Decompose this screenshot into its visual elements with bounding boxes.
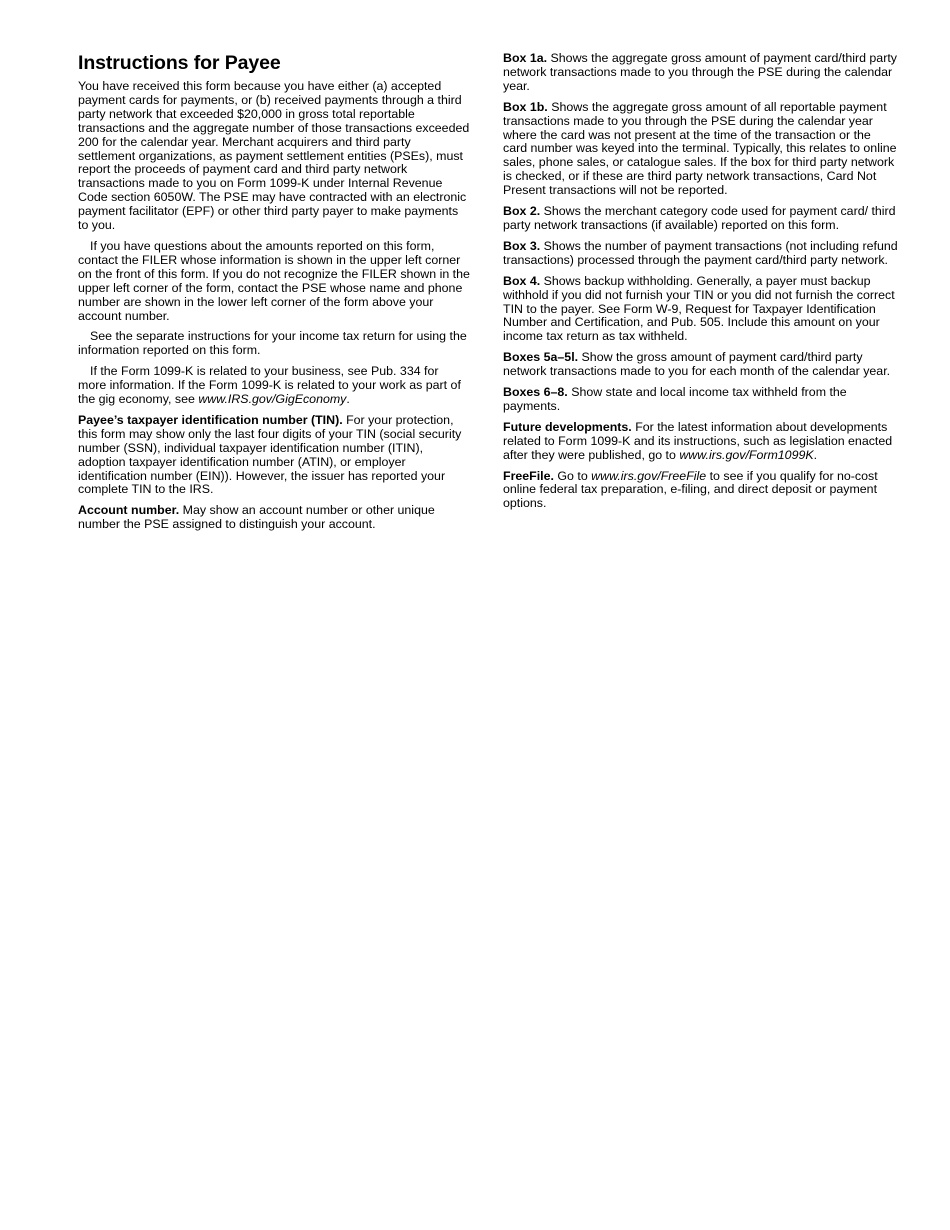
boxes-6-8-heading: Boxes 6–8. xyxy=(503,385,568,400)
tin-heading: Payee’s taxpayer identification number (TIN). xyxy=(78,412,343,427)
form-1099k-link[interactable]: www.irs.gov/Form1099K xyxy=(679,447,814,462)
separate-instructions-text: See the separate instructions for your income tax return for using the information reported on this form. xyxy=(78,329,467,358)
boxes-6-8-text: Show state and local income tax withheld from the payments. xyxy=(503,385,847,413)
box-1b-paragraph xyxy=(503,101,898,198)
box-1b-heading: Box 1b. xyxy=(503,99,548,114)
box-3-heading: Box 3. xyxy=(503,238,541,253)
box-3-paragraph xyxy=(503,240,898,268)
boxes-5-heading: Boxes 5a–5l. xyxy=(503,350,579,365)
intro-text: You have received this form because you have either (a) accepted payment cards for payments, or (b) received payments through a third party network that exceeded $20,000 in gross total reportable transactions and the aggregate number of those transactions exceeded 200 for the calendar year. Merchant acquirers and third party settlement organizations, as payment settlement entities (PSEs), must report the proceeds of payment card and third party network transactions made to you on Form 1099-K under Internal Revenue Code section 6050W. The PSE may have contracted with an electronic payment facilitator (EPF) or other third party payer to make payments to you. xyxy=(78,79,470,233)
boxes-5-text: Show the gross amount of payment card/third party network transactions made to you for each month of the calendar year. xyxy=(503,350,891,379)
gig-economy-text: If the Form 1099-K is related to your business, see Pub. 334 for more information. If the Form 1099-K is related to your work as part of the gig economy, see xyxy=(78,364,461,407)
freefile-pre-text: Go to xyxy=(553,468,592,483)
box-2-heading: Box 2. xyxy=(503,204,541,219)
page-title: Instructions for Payee xyxy=(78,52,281,74)
freefile-link[interactable]: www.irs.gov/FreeFile xyxy=(591,468,707,483)
questions-text: If you have questions about the amounts reported on this form, contact the FILER whose information is shown in the upper left corner on the front of this form. If you do not recognize the FILER shown in the upper left corner of the form, contact the PSE whose name and phone number are shown in the lower left corner of the form above your account number. xyxy=(78,238,470,323)
boxes-5-paragraph xyxy=(503,351,898,379)
box-3-text: Shows the number of payment transactions (not including refund transactions) processed through the payment card/third party network. xyxy=(503,238,898,267)
box-1a-heading: Box 1a. xyxy=(503,51,548,65)
box-1a-text: Shows the aggregate gross amount of payment card/third party network transactions made to you through the PSE during the calendar year. xyxy=(503,51,897,93)
future-developments-period: . xyxy=(813,447,818,462)
box-4-heading: Box 4. xyxy=(503,273,541,288)
freefile-heading: FreeFile. xyxy=(503,468,554,483)
left-column xyxy=(78,52,470,539)
account-number-heading: Account number. xyxy=(78,503,180,518)
gig-economy-period: . xyxy=(346,392,350,407)
box-2-text: Shows the merchant category code used for payment card/ third party network transactions (if available) reported on this form. xyxy=(503,204,896,232)
future-developments-heading: Future developments. xyxy=(503,419,632,434)
intro-paragraph xyxy=(78,80,470,233)
freefile-text: to see if you qualify for no-cost online federal tax preparation, e-filing, and direct deposit or payment options. xyxy=(503,468,878,511)
questions-paragraph xyxy=(78,240,470,323)
box-2-paragraph xyxy=(503,205,898,233)
freefile-paragraph xyxy=(503,470,898,512)
tin-paragraph xyxy=(78,414,470,497)
gig-economy-link[interactable]: www.IRS.gov/GigEconomy xyxy=(198,392,347,407)
account-number-text: May show an account number or other unique number the PSE assigned to distinguish your account. xyxy=(78,503,435,532)
box-4-paragraph xyxy=(503,275,898,345)
gig-economy-paragraph xyxy=(78,365,470,407)
box-4-text: Shows backup withholding. Generally, a payer must backup withhold if you did not furnish your TIN or you did not furnish the correct TIN to the payer. See Form W-9, Request for Taxpayer Identification Number and Certification, and Pub. 505. Include this amount on your income tax return as tax withheld. xyxy=(503,273,895,344)
tin-text: For your protection, this form may show only the last four digits of your TIN (social security number (SSN), individual taxpayer identification number (ITIN), adoption taxpayer identification number (ATIN), or employer identification number (EIN)). However, the issuer has reported your complete TIN to the IRS. xyxy=(78,412,462,497)
future-developments-text: For the latest information about developments related to Form 1099-K and its instructions, such as legislation enacted after they were published, go to xyxy=(503,419,893,462)
boxes-6-8-paragraph xyxy=(503,386,898,414)
box-1b-text: Shows the aggregate gross amount of all reportable payment transactions made to you through the PSE during the calendar year where the card was not present at the time of the transaction or the card number was keyed into the terminal. Typically, this relates to online sales, phone sales, or catalogue sales. If the box for third party network is checked, or if these are third party network transactions, Card Not Present transactions will not be reported. xyxy=(503,99,897,198)
box-1a-paragraph xyxy=(503,52,898,94)
right-column xyxy=(503,52,898,518)
account-number-paragraph xyxy=(78,504,470,532)
future-developments-paragraph xyxy=(503,421,898,463)
separate-instructions-paragraph xyxy=(78,330,470,358)
